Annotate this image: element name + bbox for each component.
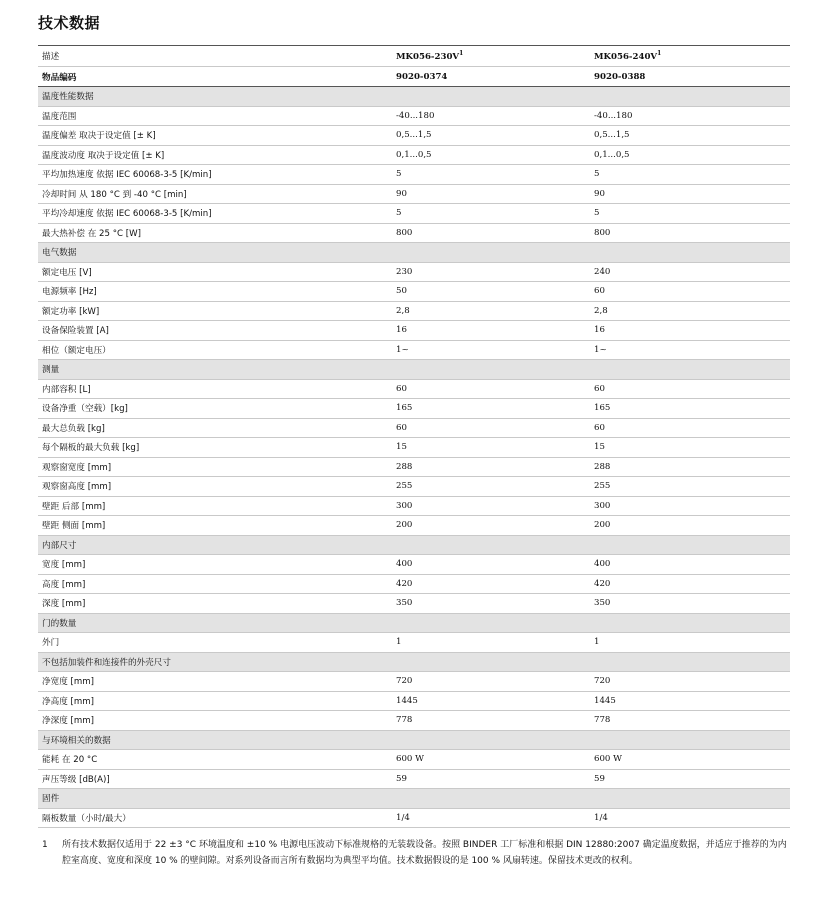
row-label: 额定电压 [V] (42, 267, 92, 278)
row-value-model-2: 0,5...1,5 (594, 130, 630, 141)
table-row (38, 341, 790, 361)
row-label: 高度 [mm] (42, 579, 86, 590)
row-value-model-1: 165 (396, 403, 413, 414)
row-value-model-2: 778 (594, 715, 611, 726)
table-row (38, 302, 790, 322)
table-body (38, 87, 790, 828)
table-row (38, 458, 790, 478)
row-value-model-2: 5 (594, 169, 600, 180)
row-label: 能耗 在 20 °C (42, 755, 98, 766)
header-label: 描述 (42, 52, 60, 62)
row-label: 温度偏差 取决于设定值 [± K] (42, 131, 156, 142)
row-label: 净深度 [mm] (42, 716, 94, 727)
row-value-model-2: 300 (594, 500, 611, 511)
section-title: 不包括加装件和连接件的外壳尺寸 (42, 657, 171, 668)
section-title: 电气数据 (42, 248, 77, 259)
row-value-model-1: 1~ (396, 344, 409, 355)
row-value-model-2: 2,8 (594, 305, 608, 316)
header-model-1 (396, 50, 594, 62)
row-value-model-1: 230 (396, 266, 413, 277)
table-row (38, 399, 790, 419)
header-model-2 (594, 50, 790, 62)
row-value-model-1: 2,8 (396, 305, 410, 316)
article-code-model-1: 9020-0374 (396, 71, 448, 82)
row-label: 净宽度 [mm] (42, 677, 94, 688)
table-row (38, 419, 790, 439)
row-label: 电源频率 [Hz] (42, 287, 97, 298)
article-code-model-2: 9020-0388 (594, 71, 646, 82)
row-value-model-1: 800 (396, 227, 413, 238)
row-value-model-1: 350 (396, 598, 413, 609)
row-value-model-1: 5 (396, 169, 402, 180)
table-row (38, 185, 790, 205)
row-label: 声压等级 [dB(A)] (42, 774, 110, 785)
row-value-model-2: 16 (594, 325, 605, 336)
footnote-number: 1 (42, 840, 48, 850)
row-value-model-1: 720 (396, 676, 413, 687)
row-value-model-2: 60 (594, 422, 605, 433)
model-1-name: MK056-230V (396, 51, 460, 62)
row-value-model-2: 350 (594, 598, 611, 609)
section-title: 门的数量 (42, 618, 77, 629)
row-value-model-2: 400 (594, 559, 611, 570)
row-value-model-1: -40...180 (396, 110, 435, 121)
table-row (38, 204, 790, 224)
row-label: 净高度 [mm] (42, 696, 94, 707)
footnote (38, 837, 790, 869)
row-value-model-2: 15 (594, 442, 605, 453)
section-header-row (38, 87, 790, 107)
section-title: 内部尺寸 (42, 540, 77, 551)
row-label: 最大热补偿 在 25 °C [W] (42, 228, 141, 239)
table-row (38, 770, 790, 790)
row-value-model-1: 1/4 (396, 812, 410, 823)
table-row (38, 282, 790, 302)
row-value-model-2: 1 (594, 637, 600, 648)
section-title: 与环境相关的数据 (42, 735, 111, 746)
section-title: 温度性能数据 (42, 92, 94, 103)
row-value-model-2: 288 (594, 461, 611, 472)
table-row (38, 146, 790, 166)
row-value-model-1: 600 W (396, 754, 424, 765)
row-value-model-2: 255 (594, 481, 611, 492)
row-value-model-1: 50 (396, 286, 407, 297)
table-row (38, 224, 790, 244)
row-value-model-2: 90 (594, 188, 605, 199)
row-label: 温度范围 (42, 111, 77, 122)
table-row (38, 672, 790, 692)
table-row (38, 477, 790, 497)
section-title: 固件 (42, 794, 60, 805)
row-value-model-1: 90 (396, 188, 407, 199)
row-value-model-2: 200 (594, 520, 611, 531)
section-header-row (38, 653, 790, 673)
table-row (38, 594, 790, 614)
row-value-model-1: 0,5...1,5 (396, 130, 432, 141)
table-row (38, 321, 790, 341)
row-value-model-1: 420 (396, 578, 413, 589)
row-value-model-1: 778 (396, 715, 413, 726)
footnote-text: 所有技术数据仅适用于 22 ±3 °C 环境温度和 ±10 % 电源电压波动下标准规格的无装载设备。按照 BINDER 工厂标准和根据 DIN 12880:2007 确定温度数据，并适应于推荐的为内腔室高度、宽度和深度 10 % 的壁间隙。对系列设备而言所有数据均为典型平均值。技术数据假设的是 100 % 风扇转速。保留技术更改的权利。 (62, 840, 787, 866)
row-label: 壁距 侧面 [mm] (42, 521, 106, 532)
table-row (38, 263, 790, 283)
row-label: 平均冷却速度 依据 IEC 60068-3-5 [K/min] (42, 209, 212, 220)
table-row (38, 575, 790, 595)
row-label: 宽度 [mm] (42, 560, 86, 571)
row-label: 观察窗宽度 [mm] (42, 462, 112, 473)
section-header-row (38, 614, 790, 634)
row-value-model-2: 420 (594, 578, 611, 589)
table-header-row (38, 46, 790, 67)
row-value-model-1: 5 (396, 208, 402, 219)
row-value-model-2: 1~ (594, 344, 607, 355)
model-2-name: MK056-240V (594, 51, 658, 62)
row-value-model-2: 720 (594, 676, 611, 687)
section-header-row (38, 731, 790, 751)
table-row (38, 107, 790, 127)
row-value-model-2: 600 W (594, 754, 622, 765)
row-value-model-1: 200 (396, 520, 413, 531)
row-value-model-1: 1 (396, 637, 402, 648)
model-2-footnote-ref: 1 (657, 50, 662, 58)
row-label: 每个隔板的最大负载 [kg] (42, 443, 140, 454)
row-label: 冷却时间 从 180 °C 到 -40 °C [min] (42, 189, 187, 200)
row-value-model-1: 60 (396, 422, 407, 433)
table-row (38, 438, 790, 458)
row-label: 额定功率 [kW] (42, 306, 100, 317)
row-value-model-1: 60 (396, 383, 407, 394)
row-label: 观察窗高度 [mm] (42, 482, 112, 493)
row-value-model-2: -40...180 (594, 110, 633, 121)
table-row (38, 633, 790, 653)
row-value-model-2: 1/4 (594, 812, 608, 823)
row-value-model-2: 240 (594, 266, 611, 277)
article-code-label: 物品编码 (42, 72, 77, 83)
row-label: 设备净重（空载）[kg] (42, 404, 128, 415)
table-row (38, 555, 790, 575)
page-title: 技术数据 (38, 14, 101, 32)
row-value-model-2: 59 (594, 773, 605, 784)
section-header-row (38, 536, 790, 556)
section-title: 测量 (42, 365, 60, 376)
table-row (38, 692, 790, 712)
row-value-model-1: 288 (396, 461, 413, 472)
row-value-model-2: 0,1...0,5 (594, 149, 630, 160)
table-row (38, 497, 790, 517)
row-label: 最大总负载 [kg] (42, 423, 105, 434)
row-value-model-2: 165 (594, 403, 611, 414)
row-label: 相位（额定电压） (42, 345, 111, 356)
article-code-row (38, 67, 790, 87)
row-value-model-1: 1445 (396, 695, 418, 706)
row-value-model-2: 60 (594, 383, 605, 394)
spec-table (38, 45, 790, 828)
row-value-model-2: 1445 (594, 695, 616, 706)
row-label: 深度 [mm] (42, 599, 86, 610)
row-label: 平均加热速度 依据 IEC 60068-3-5 [K/min] (42, 170, 212, 181)
table-row (38, 165, 790, 185)
row-label: 外门 (42, 638, 60, 649)
table-row (38, 516, 790, 536)
row-value-model-1: 59 (396, 773, 407, 784)
section-header-row (38, 789, 790, 809)
row-label: 隔板数量（小时/最大） (42, 813, 131, 824)
row-label: 设备保险装置 [A] (42, 326, 109, 337)
section-header-row (38, 360, 790, 380)
row-value-model-1: 15 (396, 442, 407, 453)
row-value-model-1: 400 (396, 559, 413, 570)
section-header-row (38, 243, 790, 263)
row-label: 温度波动度 取决于设定值 [± K] (42, 150, 165, 161)
row-value-model-1: 16 (396, 325, 407, 336)
table-row (38, 809, 790, 829)
row-value-model-2: 5 (594, 208, 600, 219)
row-label: 内部容积 [L] (42, 384, 91, 395)
table-row (38, 380, 790, 400)
table-row (38, 126, 790, 146)
table-row (38, 750, 790, 770)
row-value-model-2: 800 (594, 227, 611, 238)
row-value-model-1: 300 (396, 500, 413, 511)
row-value-model-2: 60 (594, 286, 605, 297)
table-row (38, 711, 790, 731)
row-label: 壁距 后部 [mm] (42, 501, 106, 512)
model-1-footnote-ref: 1 (459, 50, 464, 58)
row-value-model-1: 0,1...0,5 (396, 149, 432, 160)
row-value-model-1: 255 (396, 481, 413, 492)
